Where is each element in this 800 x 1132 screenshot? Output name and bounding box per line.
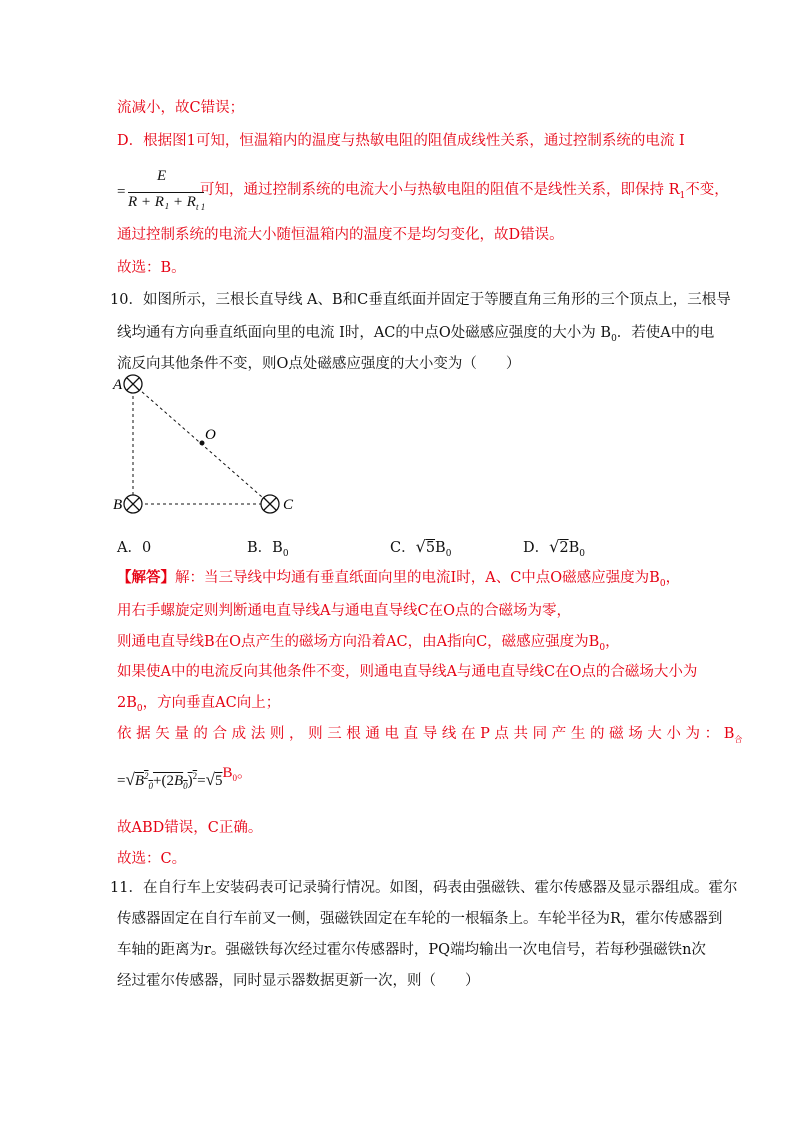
question-11-line-1: 11．在自行车上安装码表可记录骑行情况。如图，码表由强磁铁、霍尔传感器及显示器组成。霍尔 <box>110 880 738 896</box>
solution-line-1: 【解答】解：当三导线中均通有垂直纸面向里的电流I时，A、C中点O磁感应强度为$B_0$， <box>117 569 681 589</box>
answer-choice-line: 故选：B。 <box>117 260 186 276</box>
sqrt-icon: √ <box>415 537 426 556</box>
question-11-line-3: 车轴的距离为r。强磁铁每次经过霍尔传感器时，PQ端均输出一次电信号，若每秒强磁铁n次 <box>117 942 706 958</box>
solution-line-5: $2B_0$，方向垂直AC向上； <box>117 695 281 714</box>
sqrt-icon: √ <box>549 537 560 556</box>
question-10-line-3: 流反向其他条件不变，则O点处磁感应强度的大小变为（ ） <box>117 356 521 372</box>
choice-a[interactable]: A．0 <box>117 540 152 556</box>
solution-line-6: 依 据 矢 量 的 合 成 法 则 ， 则 三 根 通 电 直 导 线 在 P 点 共 同 产 生 的 磁 场 大 小 为 ： $B_合$ <box>117 726 743 744</box>
triangle-figure <box>108 370 308 520</box>
solution-line-3: 则通电直导线B在O点产生的磁场方向沿着AC，由A指向C，磁感应强度为$B_0$， <box>117 634 620 653</box>
label-a: A <box>113 377 123 393</box>
wire-b-icon <box>124 495 142 513</box>
question-10-line-1: 10．如图所示，三根长直导线 A、B和C垂直纸面并固定于等腰直角三角形的三个顶点上，三根导 <box>110 292 731 308</box>
equals-sign: = <box>117 184 126 200</box>
solution-line-2: 用右手螺旋定则判断通电直导线A与通电直导线C在O点的合磁场为零， <box>117 603 571 619</box>
current-fraction <box>117 168 207 218</box>
solution-line-9: 故选：C。 <box>117 851 187 867</box>
label-b: B <box>113 497 123 513</box>
question-10-line-2: 线均通有方向垂直纸面向里的电流 I时，AC的中点O处磁感应强度的大小为 $B_0$．若使A中的电 <box>117 325 715 344</box>
answer-line-2: D．根据图1可知，恒温箱内的温度与热敏电阻的阻值成线性关系，通过控制系统的电流 I <box>117 133 685 149</box>
sqrt-icon: √ <box>205 770 215 789</box>
answer-line-3: 可知，通过控制系统的电流大小与热敏电阻的阻值不是线性关系，即保持 $R_1$不变， <box>200 182 729 201</box>
label-c: C <box>283 497 294 513</box>
question-11-line-4: 经过霍尔传感器，同时显示器数据更新一次，则（ ） <box>117 973 480 989</box>
fraction-bar <box>128 192 204 193</box>
fraction-denominator: $R + R_1 + R_{t 1}$ <box>128 194 206 212</box>
answer-line-1: 流减小，故C错误； <box>117 100 245 116</box>
fraction-numerator: E <box>157 168 167 184</box>
wire-a-icon <box>124 375 142 393</box>
solution-line-8: 故ABD错误，C正确。 <box>117 820 263 836</box>
question-11-line-2: 传感器固定在自行车前叉一侧，强磁铁固定在车轮的一根辐条上。车轮半径为R，霍尔传感器到 <box>117 911 723 927</box>
choice-b[interactable]: B．$B_0$ <box>247 540 289 559</box>
wire-c-icon <box>261 495 279 513</box>
sqrt-icon: √ <box>125 770 135 789</box>
choice-d[interactable]: D．$√2B_0$ <box>523 537 585 559</box>
resultant-formula: $=√B^2_0+(2B_0)^2=√5B_0$。 <box>117 765 252 791</box>
choice-c[interactable]: C．$√5B_0$ <box>390 537 452 559</box>
midpoint-o-dot <box>200 441 205 446</box>
solution-line-4: 如果使A中的电流反向其他条件不变，则通电直导线A与通电直导线C在O点的合磁场大小为 <box>117 664 698 680</box>
solution-label: 【解答】 <box>117 569 175 586</box>
label-o: O <box>205 427 216 443</box>
answer-line-4: 通过控制系统的电流大小随恒温箱内的温度不是均匀变化，故D错误。 <box>117 227 564 243</box>
